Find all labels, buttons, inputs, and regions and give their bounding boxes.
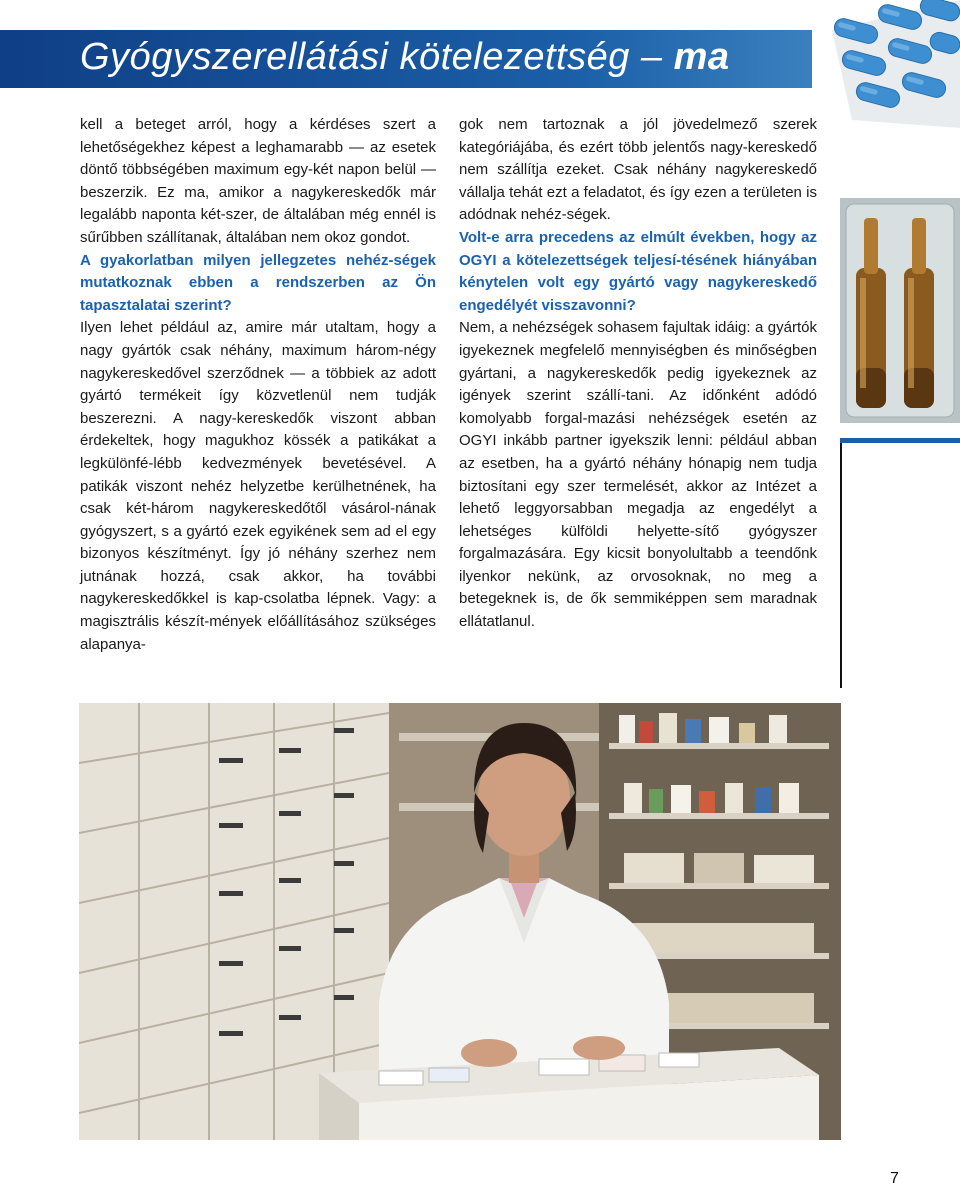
interview-question: Volt-e arra precedens az elmúlt években, hogy az OGYI a kötelezettségek teljesí-tésének hiányában kénytelen volt egy gyártó vagy nagykereskedő engedélyét visszavonni? <box>459 228 817 314</box>
pills-blister-image <box>812 0 960 128</box>
interview-question: A gyakorlatban milyen jellegzetes nehéz-ségek mutatkoznak ebben a rendszerben az Ön tapasztalatai szerint? <box>80 251 436 314</box>
page-number: 7 <box>890 1170 899 1187</box>
article-column-left <box>80 114 436 656</box>
paragraph: gok nem tartoznak a jól jövedelmező szerek kategóriájába, és ezért több jelentős nagy-kereskedő nem szállítja ezeket. Csak néhány nagykereskedő vállalja tehát ezt a feladatot, és így ezen a területen is adódnak nehéz-ségek. <box>459 116 817 224</box>
sidebar-rule <box>840 438 960 443</box>
pharmacist-photo <box>79 703 841 1140</box>
paragraph: Nem, a nehézségek sohasem fajultak idáig: a gyártók igyekeznek megfelelő mennyiségben és minőségben gyártani, a nagykereskedők pedig igyekeznek az igények szerint szállí-tani. Az időnként adódó komolyabb forgal-mazási nehézségek esetén az OGYI inkább partner igyekszik lenni: például abban az esetben, ha a gyártó néhány hónapig nem tudja biztosítani egy szer termelését, akkor az Intézet a lehető leggyorsabban megadja az engedélyt a lehetséges külföldi helyette-sítő gyógyszer forgalmazására. Egy kicsit bonyolultabb a teendőnk ilyenkor nekünk, az orvosoknak, no meg a betegeknek is, de ők semmiképpen sem maradnak ellátatlanul. <box>459 319 817 631</box>
paragraph: kell a beteget arról, hogy a kérdéses szert a lehetőségekhez képest a leghamarabb — az esetek döntő többségében maximum egy-két napon belül — beszerzik. Ez ma, amikor a nagykereskedők már legalább naponta két-szer, de általában még ennél is sűrűbben szállítanak, általában nem okoz gondot. <box>80 116 436 246</box>
page-title-bold: ma <box>673 36 730 78</box>
ampoules-image <box>840 198 960 423</box>
paragraph: Ilyen lehet például az, amire már utaltam, hogy a nagy gyártók csak néhány, maximum három-négy nagykereskedővel szerződnek — a többiek az adott gyártó termékeit így közvetlenül nem tudják beszerezni. A nagy-kereskedők viszont abban érdekeltek, hogy magukhoz kössék a patikákat a legkülönfé-lébb kedvezmények bevetésével. A patikák viszont nehéz helyzetbe kerülhetnének, ha csak két-három nagykereskedőtől vásárol-nának gyógyszert, s a gyártó ezek egyikének sem ad el egy bizonyos készítményt. Így jó néhány szerhez nem jutnának hozzá, csak akkor, ha további nagykereskedőkkel is kap-csolatba lépnek. Vagy: a magisztrális készít-mények előállításához szükséges alapanya- <box>80 319 436 653</box>
article-column-right <box>459 114 817 634</box>
page-title <box>80 36 730 79</box>
page-title-main: Gyógyszerellátási kötelezettség – <box>80 36 663 78</box>
sidebar-frame-line <box>840 443 842 688</box>
